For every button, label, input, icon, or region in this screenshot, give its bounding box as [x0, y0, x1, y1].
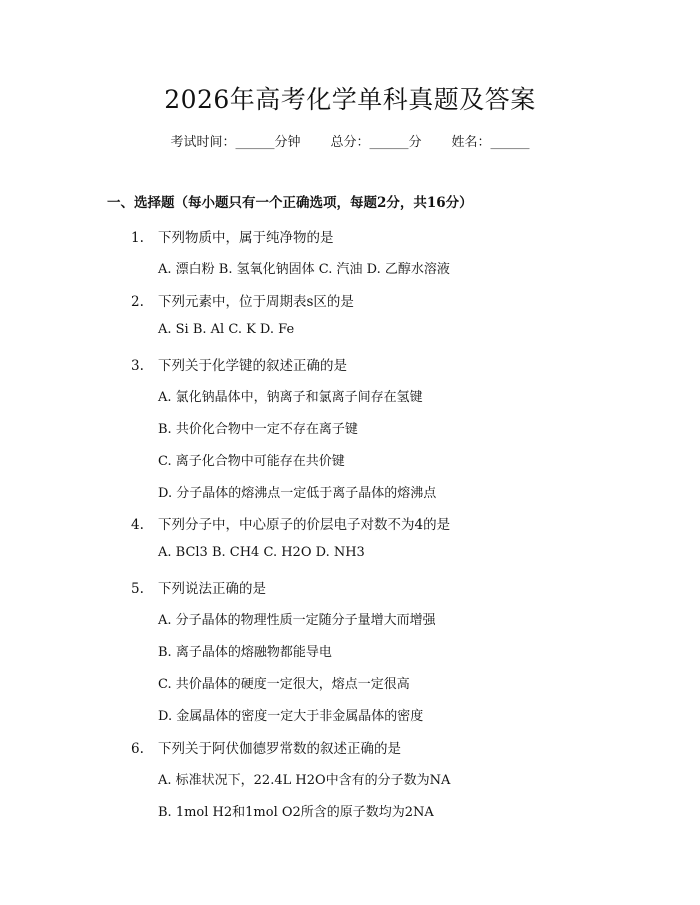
question-2 — [131, 290, 354, 310]
question-number: 5. — [131, 581, 144, 597]
section-heading: 一、选择题（每小题只有一个正确选项，每题2分，共16分） — [107, 195, 473, 211]
question-number: 1. — [131, 230, 144, 246]
question-stem: 下列说法正确的是 — [158, 581, 266, 597]
question-number: 3. — [131, 358, 144, 374]
question-number: 4. — [131, 517, 144, 533]
question-number: 2. — [131, 294, 144, 310]
question-5-option-b: B. 离子晶体的熔融物都能导电 — [158, 645, 332, 660]
question-6-option-a: A. 标准状况下，22.4L H2O中含有的分子数为NA — [158, 773, 451, 788]
question-1-options: A. 漂白粉 B. 氢氧化钠固体 C. 汽油 D. 乙醇水溶液 — [158, 262, 450, 277]
question-stem: 下列物质中，属于纯净物的是 — [158, 230, 334, 246]
question-stem: 下列元素中，位于周期表s区的是 — [158, 294, 354, 310]
question-3 — [131, 354, 347, 374]
question-3-option-a: A. 氯化钠晶体中，钠离子和氯离子间存在氢键 — [158, 390, 423, 405]
question-3-option-c: C. 离子化合物中可能存在共价键 — [158, 454, 345, 469]
question-6 — [131, 737, 401, 757]
question-stem: 下列关于化学键的叙述正确的是 — [158, 358, 347, 374]
total-score-field: 总分：______分 — [330, 135, 422, 150]
exam-time-field: 考试时间：______分钟 — [170, 135, 301, 150]
exam-info-line — [0, 131, 700, 150]
question-stem: 下列分子中，中心原子的价层电子对数不为4的是 — [158, 517, 451, 533]
question-2-options: A. Si B. Al C. K D. Fe — [158, 322, 295, 337]
question-1 — [131, 226, 334, 246]
question-5-option-a: A. 分子晶体的物理性质一定随分子量增大而增强 — [158, 613, 436, 628]
question-5-option-d: D. 金属晶体的密度一定大于非金属晶体的密度 — [158, 709, 424, 724]
question-4 — [131, 513, 450, 533]
question-4-options: A. BCl3 B. CH4 C. H2O D. NH3 — [158, 545, 365, 560]
exam-title: 2026年高考化学单科真题及答案 — [164, 85, 536, 114]
question-number: 6. — [131, 741, 144, 757]
student-name-field: 姓名：______ — [451, 135, 530, 150]
question-3-option-b: B. 共价化合物中一定不存在离子键 — [158, 422, 358, 437]
question-3-option-d: D. 分子晶体的熔沸点一定低于离子晶体的熔沸点 — [158, 486, 437, 501]
question-6-option-b: B. 1mol H2和1mol O2所含的原子数均为2NA — [158, 805, 434, 820]
question-5 — [131, 577, 266, 597]
question-stem: 下列关于阿伏伽德罗常数的叙述正确的是 — [158, 741, 401, 757]
question-5-option-c: C. 共价晶体的硬度一定很大，熔点一定很高 — [158, 677, 410, 692]
